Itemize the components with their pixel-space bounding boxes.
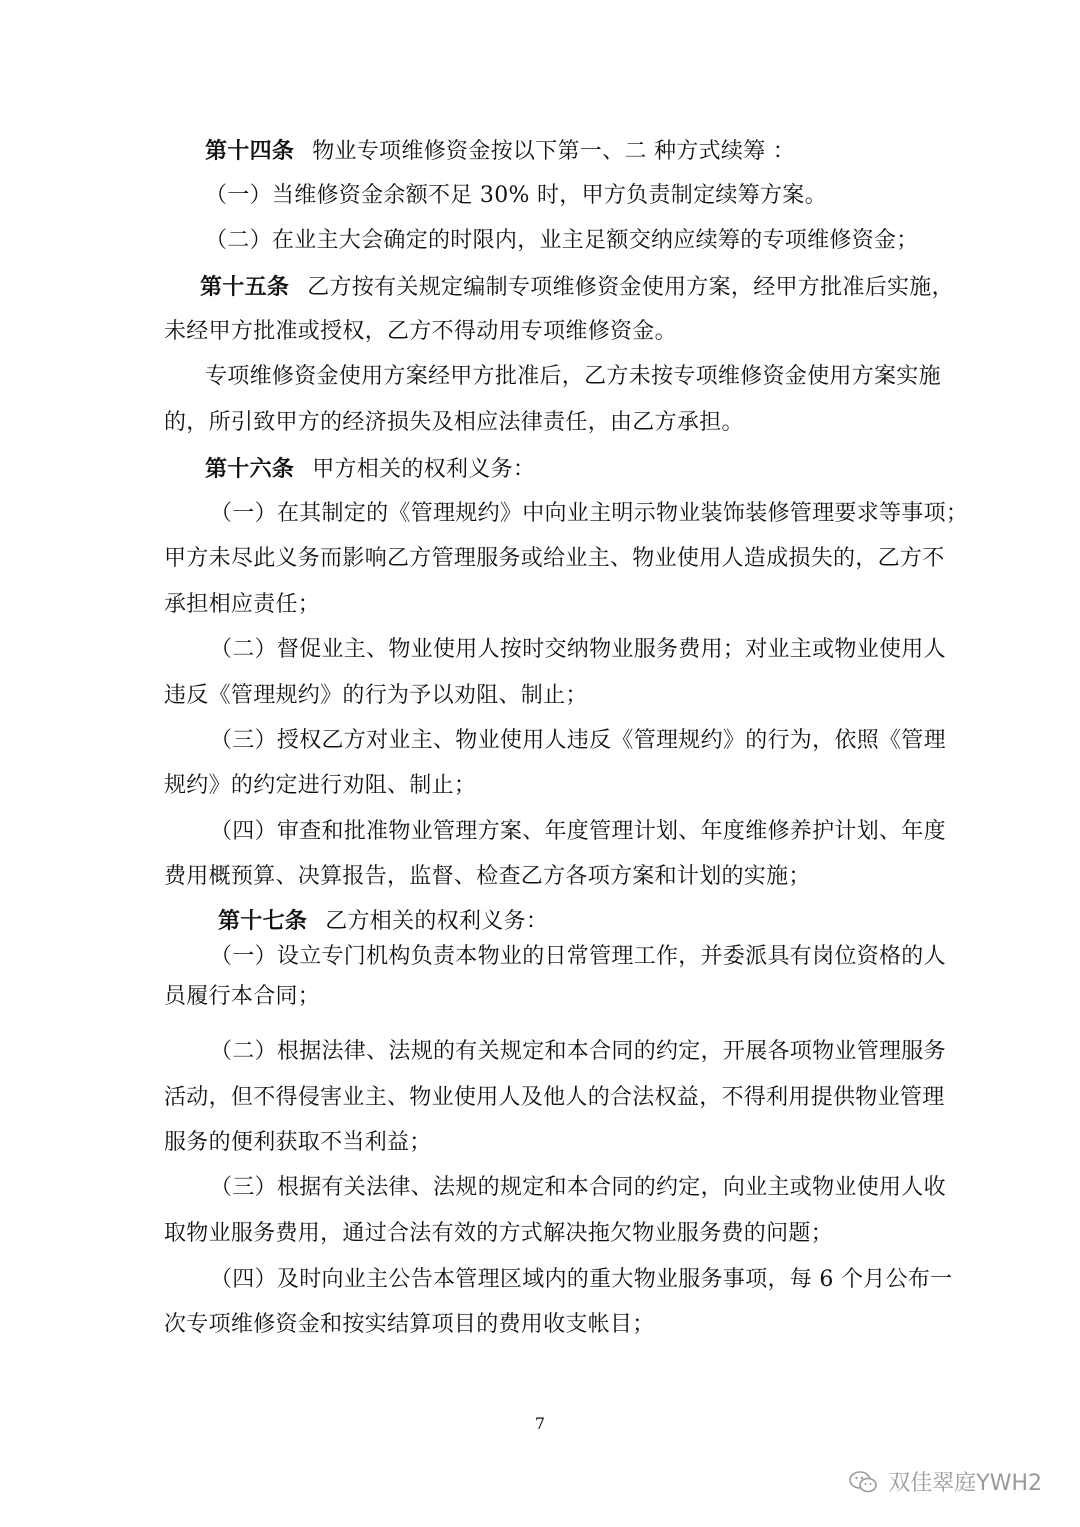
line-text: （三）授权乙方对业主、物业使用人违反《管理规约》的行为，依照《管理 xyxy=(210,728,946,753)
line-text: （三）根据有关法律、法规的规定和本合同的约定，向业主或物业使用人收 xyxy=(210,1175,946,1200)
line-text: （一）当维修资金余额不足 30% 时，甲方负责制定续筹方案。 xyxy=(205,183,827,208)
article-title: 第十六条 xyxy=(205,456,295,482)
text-line xyxy=(164,1219,833,1249)
text-line xyxy=(205,362,941,392)
text-line xyxy=(210,1173,946,1203)
text-line xyxy=(164,1128,432,1158)
text-line xyxy=(164,982,320,1012)
line-text: （一）在其制定的《管理规约》中向业主明示物业装饰装修管理要求等事项； xyxy=(210,501,969,526)
line-text: 取物业服务费用，通过合法有效的方式解决拖欠物业服务费的问题； xyxy=(164,1221,834,1246)
line-text: 费用概预算、决算报告，监督、检查乙方各项方案和计划的实施； xyxy=(164,864,811,889)
line-text: （二）在业主大会确定的时限内，业主足额交纳应续筹的专项维修资金； xyxy=(205,228,919,253)
watermark-text: 双佳翠庭YWH2 xyxy=(888,1471,1042,1496)
line-text: 甲方相关的权利义务： xyxy=(312,457,536,482)
text-line xyxy=(164,317,677,347)
line-text: 员履行本合同； xyxy=(164,984,321,1009)
line-text: （一）设立专门机构负责本物业的日常管理工作，并委派具有岗位资格的人 xyxy=(210,944,946,969)
text-line xyxy=(164,590,320,620)
text-line xyxy=(210,1037,946,1067)
text-line xyxy=(205,181,827,211)
line-text: 服务的便利获取不当利益； xyxy=(164,1130,432,1155)
text-line xyxy=(164,1083,945,1113)
text-line xyxy=(205,454,535,485)
line-text: （二）根据法律、法规的有关规定和本合同的约定，开展各项物业管理服务 xyxy=(210,1039,946,1064)
text-line xyxy=(164,771,476,801)
line-text: 违反《管理规约》的行为予以劝阻、制止； xyxy=(164,683,588,708)
watermark xyxy=(848,1466,1042,1497)
line-text: 未经甲方批准或授权，乙方不得动用专项维修资金。 xyxy=(164,319,677,344)
text-line xyxy=(210,499,968,529)
line-text: 专项维修资金使用方案经甲方批准后，乙方未按专项维修资金使用方案实施 xyxy=(205,364,941,389)
line-text: 活动，但不得侵害业主、物业使用人及他人的合法权益，不得利用提供物业管理 xyxy=(164,1085,945,1110)
line-text: 乙方按有关规定编制专项维修资金使用方案，经甲方批准后实施， xyxy=(307,275,954,300)
line-text: （四）及时向业主公告本管理区域内的重大物业服务事项，每 6 个月公布一 xyxy=(210,1267,953,1292)
line-text: 次专项维修资金和按实结算项目的费用收支帐目； xyxy=(164,1312,655,1337)
line-text: 物业专项维修资金按以下第一、二 种方式续筹 ： xyxy=(312,139,796,164)
line-text: 承担相应责任； xyxy=(164,592,321,617)
text-line xyxy=(210,942,946,972)
article-title: 第十五条 xyxy=(200,274,290,300)
text-line xyxy=(205,226,919,256)
line-text: 甲方未尽此义务而影响乙方管理服务或给业主、物业使用人造成损失的，乙方不 xyxy=(164,546,945,571)
line-text: 规约》的约定进行劝阻、制止； xyxy=(164,773,477,798)
text-line xyxy=(210,635,946,665)
text-line xyxy=(210,1265,953,1295)
text-line xyxy=(205,136,795,167)
text-line xyxy=(164,1310,655,1340)
line-text: （四）审查和批准物业管理方案、年度管理计划、年度维修养护计划、年度 xyxy=(210,819,946,844)
line-text: 乙方相关的权利义务： xyxy=(325,909,549,934)
article-title: 第十四条 xyxy=(205,138,295,164)
text-line xyxy=(164,544,945,574)
text-line xyxy=(210,817,946,847)
text-line xyxy=(210,726,946,756)
text-line xyxy=(164,408,744,438)
text-line xyxy=(164,681,588,711)
line-text: （二）督促业主、物业使用人按时交纳物业服务费用；对业主或物业使用人 xyxy=(210,637,946,662)
text-line xyxy=(200,272,954,303)
page-number: 7 xyxy=(534,1414,546,1433)
text-line xyxy=(164,862,811,892)
article-title: 第十七条 xyxy=(218,908,308,934)
wechat-icon xyxy=(848,1470,878,1494)
text-line xyxy=(218,906,548,937)
line-text: 的，所引致甲方的经济损失及相应法律责任，由乙方承担。 xyxy=(164,410,744,435)
